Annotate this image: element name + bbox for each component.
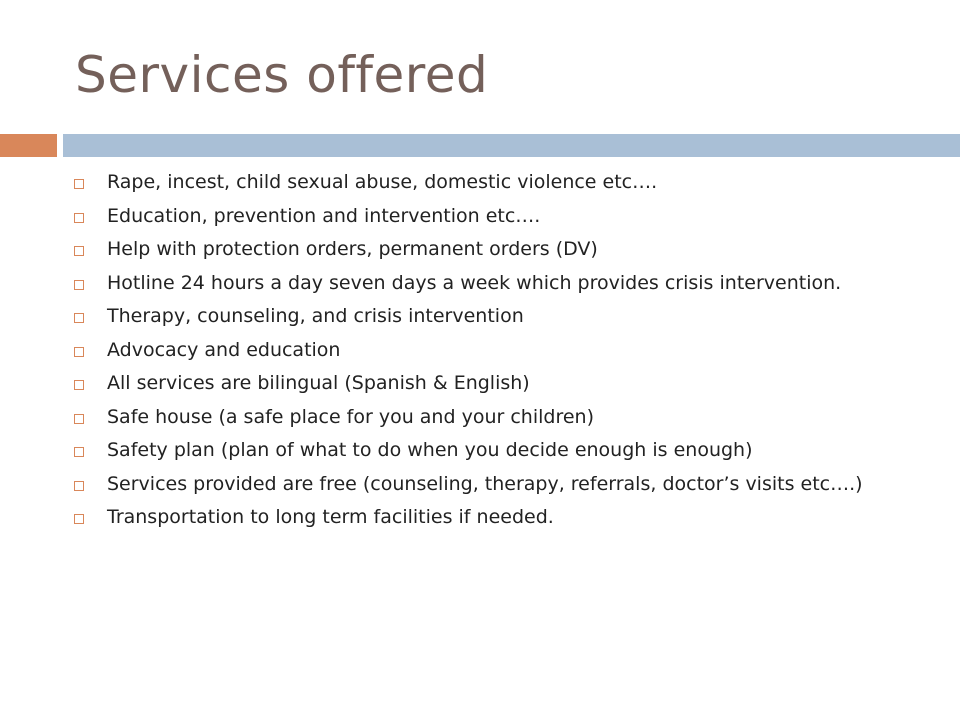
accent-bar-orange (0, 134, 57, 157)
bullet-list (74, 172, 874, 541)
bullet-text: Education, prevention and intervention etc…. (107, 204, 541, 227)
square-bullet-icon (74, 414, 84, 424)
square-bullet-icon (74, 246, 84, 256)
square-bullet-icon (74, 347, 84, 357)
list-item (74, 340, 874, 361)
bullet-text: Advocacy and education (107, 338, 341, 361)
square-bullet-icon (74, 447, 84, 457)
list-item (74, 507, 874, 528)
square-bullet-icon (74, 481, 84, 491)
list-item (74, 373, 874, 394)
square-bullet-icon (74, 179, 84, 189)
bullet-text: Safety plan (plan of what to do when you decide enough is enough) (107, 439, 753, 461)
square-bullet-icon (74, 280, 84, 290)
bullet-text: Safe house (a safe place for you and your children) (107, 405, 594, 428)
bullet-text: All services are bilingual (Spanish & English) (107, 372, 530, 394)
square-bullet-icon (74, 514, 84, 524)
list-item (74, 474, 874, 495)
bullet-text: Hotline 24 hours a day seven days a week which provides crisis intervention. (107, 271, 842, 294)
list-item (74, 273, 874, 294)
list-item (74, 306, 874, 327)
bullet-text: Therapy, counseling, and crisis intervention (107, 305, 524, 327)
slide-title: Services offered (75, 46, 489, 104)
square-bullet-icon (74, 380, 84, 390)
bullet-text: Help with protection orders, permanent orders (DV) (107, 238, 598, 260)
square-bullet-icon (74, 213, 84, 223)
list-item (74, 206, 874, 227)
bullet-text: Services provided are free (counseling, therapy, referrals, doctor’s visits etc….) (107, 472, 863, 495)
bullet-text: Transportation to long term facilities if needed. (107, 506, 554, 528)
accent-bar-blue (63, 134, 960, 157)
bullet-text: Rape, incest, child sexual abuse, domestic violence etc…. (107, 171, 658, 193)
list-item (74, 172, 874, 193)
list-item (74, 239, 874, 260)
square-bullet-icon (74, 313, 84, 323)
list-item (74, 440, 874, 461)
list-item (74, 407, 874, 428)
